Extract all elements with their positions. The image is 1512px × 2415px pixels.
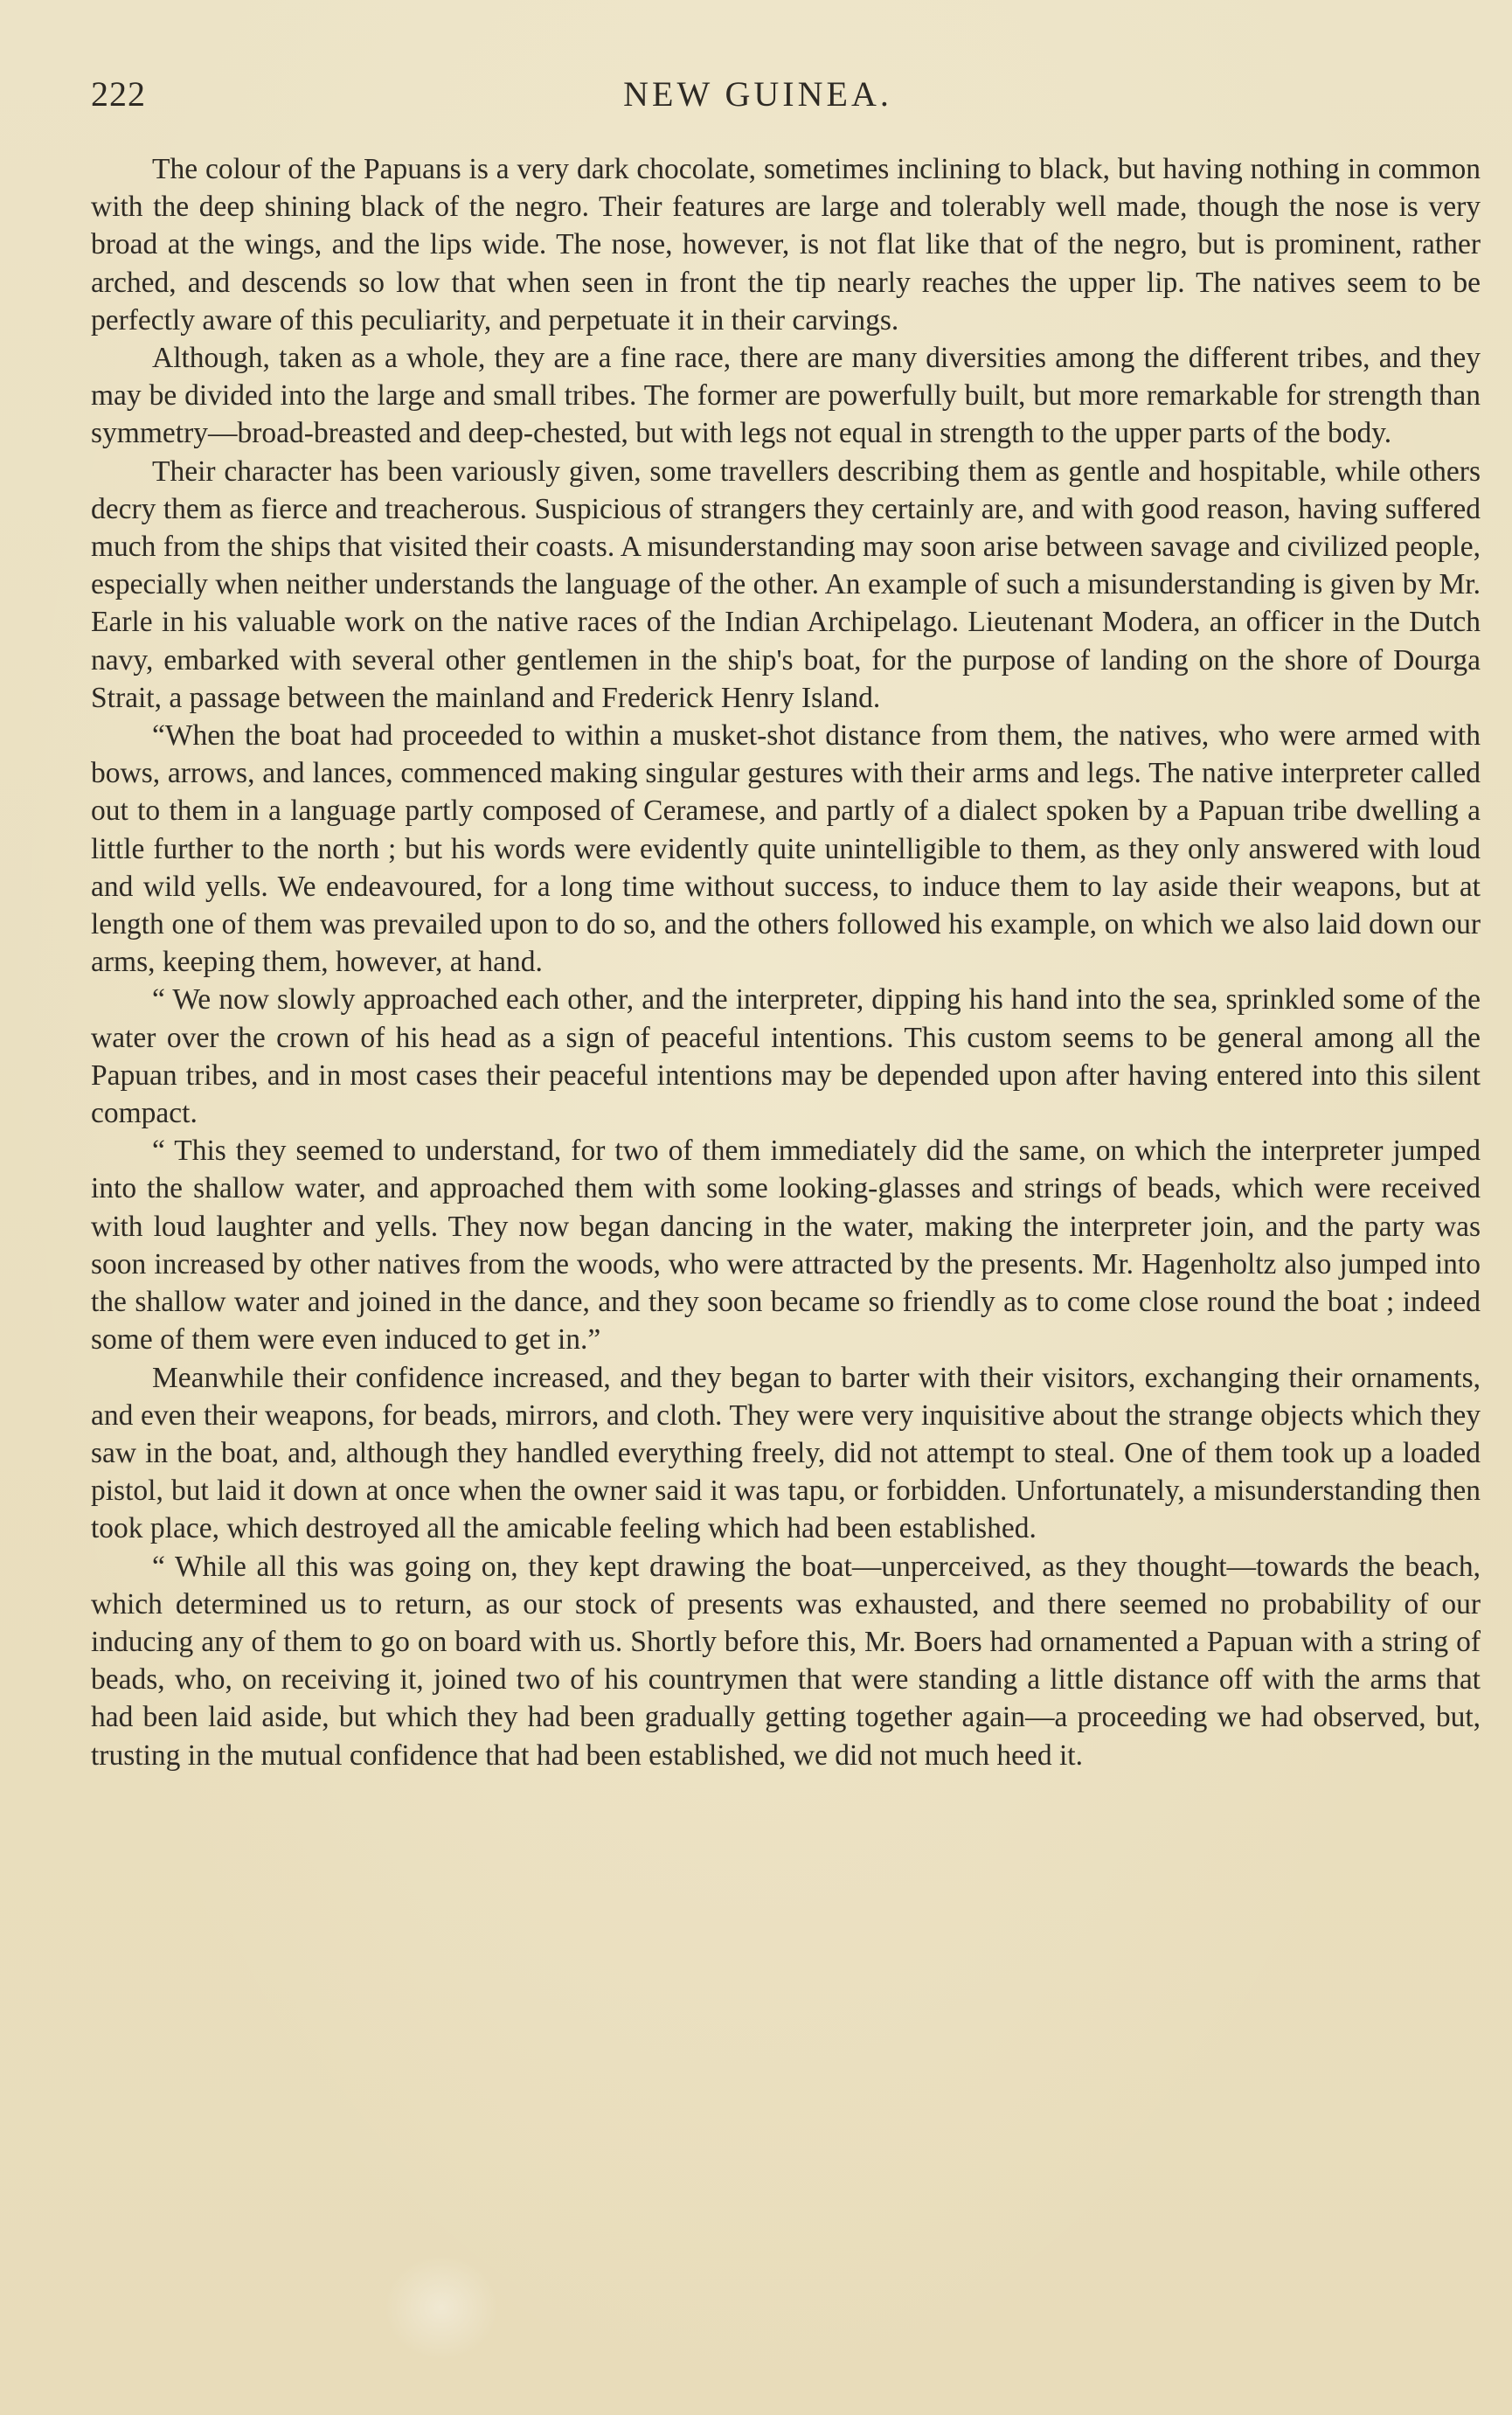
page-number: 222: [91, 74, 146, 114]
paragraph: “ While all this was going on, they kept drawing the boat—unperceived, as they thought—towards the beach, which determined us to return, as our stock of presents was exhausted, and there seemed no probability of our inducing any of them to go on board with us. Shortly before this, Mr. Boers had ornamented a Papuan with a string of beads, who, on receiving it, joined two of his countrymen that were standing a little distance off with the arms that had been laid aside, but which they had been gradually getting together again—a proceeding we had observed, but, trusting in the mutual confidence that had been established, we did not much heed it.: [91, 1550, 1481, 1772]
paper-blemish: [385, 2255, 498, 2360]
paragraph: The colour of the Papuans is a very dark chocolate, sometimes inclining to black, but having nothing in common with the deep shining black of the negro. Their features are large and tolerably well made, though the nose is very broad at the wings, and the lips wide. The nose, however, is not flat like that of the negro, but is prominent, rather arched, and descends so low that when seen in front the tip nearly reaches the upper lip. The natives seem to be perfectly aware of this peculiarity, and perpetuate it in their carvings.: [91, 153, 1481, 337]
running-head: [91, 73, 1425, 126]
body-text: [91, 150, 1481, 1774]
paragraph: Their character has been variously given, some travellers describing them as gentle and hospitable, while others decry them as fierce and treacherous. Suspicious of strangers they certainly are, and with good reason, having suffered much from the ships that visited their coasts. A misunderstanding may soon arise between savage and civilized people, especially when neither understands the language of the other. An example of such a misunderstanding is given by Mr. Earle in his valuable work on the native races of the Indian Archipelago. Lieutenant Modera, an officer in the Dutch navy, embarked with several other gentlemen in the ship's boat, for the purpose of landing on the shore of Dourga Strait, a passage between the mainland and Frederick Henry Island.: [91, 455, 1481, 714]
page-title: NEW GUINEA.: [623, 74, 892, 114]
paragraph: “When the boat had proceeded to within a musket-shot distance from them, the natives, who were armed with bows, arrows, and lances, commenced making singular gestures with their arms and legs. The native interpreter called out to them in a language partly composed of Ceramese, and partly of a dialect spoken by a Papuan tribe dwelling a little further to the north ; but his words were evidently quite unintelligible to them, as they only answered with loud and wild yells. We endeavoured, for a long time without success, to induce them to lay aside their weapons, but at length one of them was prevailed upon to do so, and the others followed his example, on which we also laid down our arms, keeping them, however, at hand.: [91, 719, 1481, 979]
paragraph: Meanwhile their confidence increased, and they began to barter with their visitors, exchanging their ornaments, and even their weapons, for beads, mirrors, and cloth. They were very inquisitive about the strange objects which they saw in the boat, and, although they handled everything freely, did not attempt to steal. One of them took up a loaded pistol, but laid it down at once when the owner said it was tapu, or forbidden. Unfortunately, a misunderstanding then took place, which destroyed all the amicable feeling which had been established.: [91, 1361, 1481, 1545]
paragraph: Although, taken as a whole, they are a fine race, there are many diversities among the different tribes, and they may be divided into the large and small tribes. The former are powerfully built, but more remarkable for strength than symmetry—broad-breasted and deep-chested, but with legs not equal in strength to the upper parts of the body.: [91, 342, 1481, 450]
paragraph: “ This they seemed to understand, for two of them immediately did the same, on which the interpreter jumped into the shallow water, and approached them with some looking-glasses and strings of beads, which were received with loud laughter and yells. They now began dancing in the water, making the interpreter join, and the party was soon increased by other natives from the woods, who were attracted by the presents. Mr. Hagenholtz also jumped into the shallow water and joined in the dance, and they soon became so friendly as to come close round the boat ; indeed some of them were even induced to get in.”: [91, 1135, 1481, 1357]
paragraph: “ We now slowly approached each other, and the interpreter, dipping his hand into the sea, sprinkled some of the water over the crown of his head as a sign of peaceful intentions. This custom seems to be general among all the Papuan tribes, and in most cases their peaceful intentions may be depended upon after having entered into this silent compact.: [91, 983, 1481, 1130]
